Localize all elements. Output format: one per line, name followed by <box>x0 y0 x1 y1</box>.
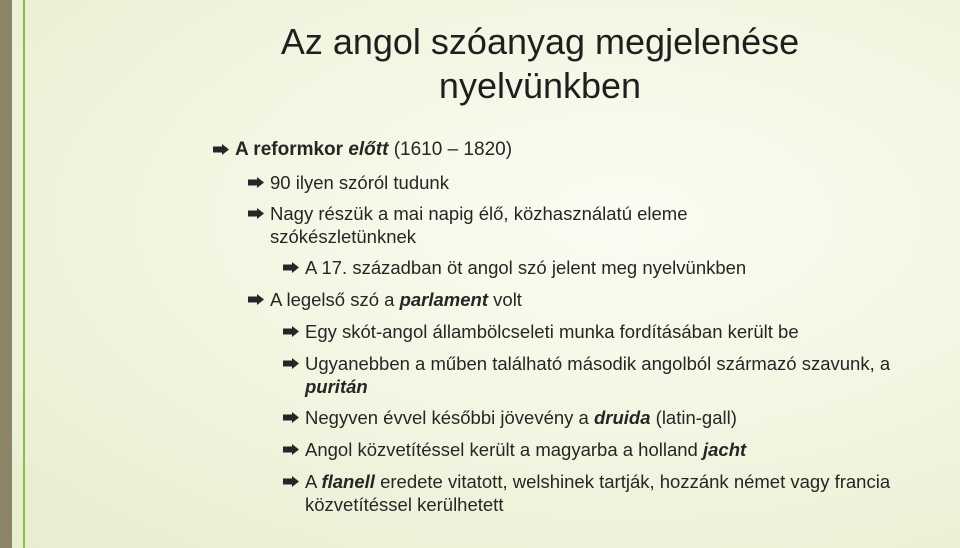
list-item-part: Ugyanebben a műben található második angolból származó szavunk, a <box>305 353 891 374</box>
arrow-bullet-icon <box>248 288 270 311</box>
list-item-part: (1610 – 1820) <box>388 139 513 160</box>
list-item-text: 90 ilyen szóról tudunk <box>270 172 449 193</box>
list-item-text: A 17. században öt angol szó jelent meg nyelvünkben <box>305 257 747 278</box>
list-item <box>248 171 898 194</box>
left-accent-bar <box>0 0 12 548</box>
list-item-text: Egy skót-angol állambölcseleti munka fordításában került be <box>305 321 799 342</box>
arrow-bullet-icon <box>283 320 305 343</box>
list-item-part: előtt <box>348 139 389 160</box>
list-item-part: puritán <box>305 376 368 397</box>
title-line-1: Az angol szóanyag megjelenése <box>280 21 800 62</box>
arrow-bullet-icon <box>213 138 235 161</box>
list-item-part: Negyven évvel későbbi jövevény a <box>305 407 594 428</box>
list-item-part: volt <box>488 289 522 310</box>
list-item-part: eredete vitatott, welshinek tartják, hozzánk német vagy francia közvetítéssel kerülhetett <box>305 471 891 515</box>
list-item <box>248 288 898 311</box>
list-item-part: (latin-gall) <box>650 407 737 428</box>
list-item-part: jacht <box>702 439 747 460</box>
list-item-text <box>305 438 913 461</box>
arrow-bullet-icon <box>283 438 305 461</box>
arrow-bullet-icon <box>283 470 305 493</box>
list-item-text <box>235 138 913 161</box>
arrow-bullet-icon <box>283 406 305 429</box>
left-green-rule <box>23 0 25 548</box>
list-item-text <box>305 470 893 516</box>
list-item <box>283 470 893 516</box>
arrow-bullet-icon <box>248 171 270 194</box>
list-item <box>283 256 913 279</box>
list-item-part: A legelső szó a <box>270 289 400 310</box>
list-item-text: Nagy részük a mai napig élő, közhasználatú eleme szókészletünknek <box>270 203 688 247</box>
slide-title <box>150 20 930 108</box>
list-item-part: A <box>305 471 322 492</box>
arrow-bullet-icon <box>283 352 305 375</box>
list-item <box>213 138 913 161</box>
list-item-part: druida <box>593 407 651 428</box>
list-item <box>283 352 913 398</box>
list-item-part: flanell <box>321 471 375 492</box>
list-item <box>283 438 913 461</box>
list-item-part: Angol közvetítéssel került a magyarba a holland <box>305 439 703 460</box>
list-item <box>283 320 943 343</box>
arrow-bullet-icon <box>248 202 270 225</box>
list-item <box>283 406 913 429</box>
arrow-bullet-icon <box>283 256 305 279</box>
list-item-text <box>305 406 913 429</box>
list-item-part: A reformkor <box>235 139 349 160</box>
list-item <box>248 202 778 248</box>
list-item-text <box>305 352 913 398</box>
list-item-part: parlament <box>399 289 489 310</box>
list-item-text <box>270 288 898 311</box>
title-line-2: nyelvünkben <box>438 65 642 106</box>
